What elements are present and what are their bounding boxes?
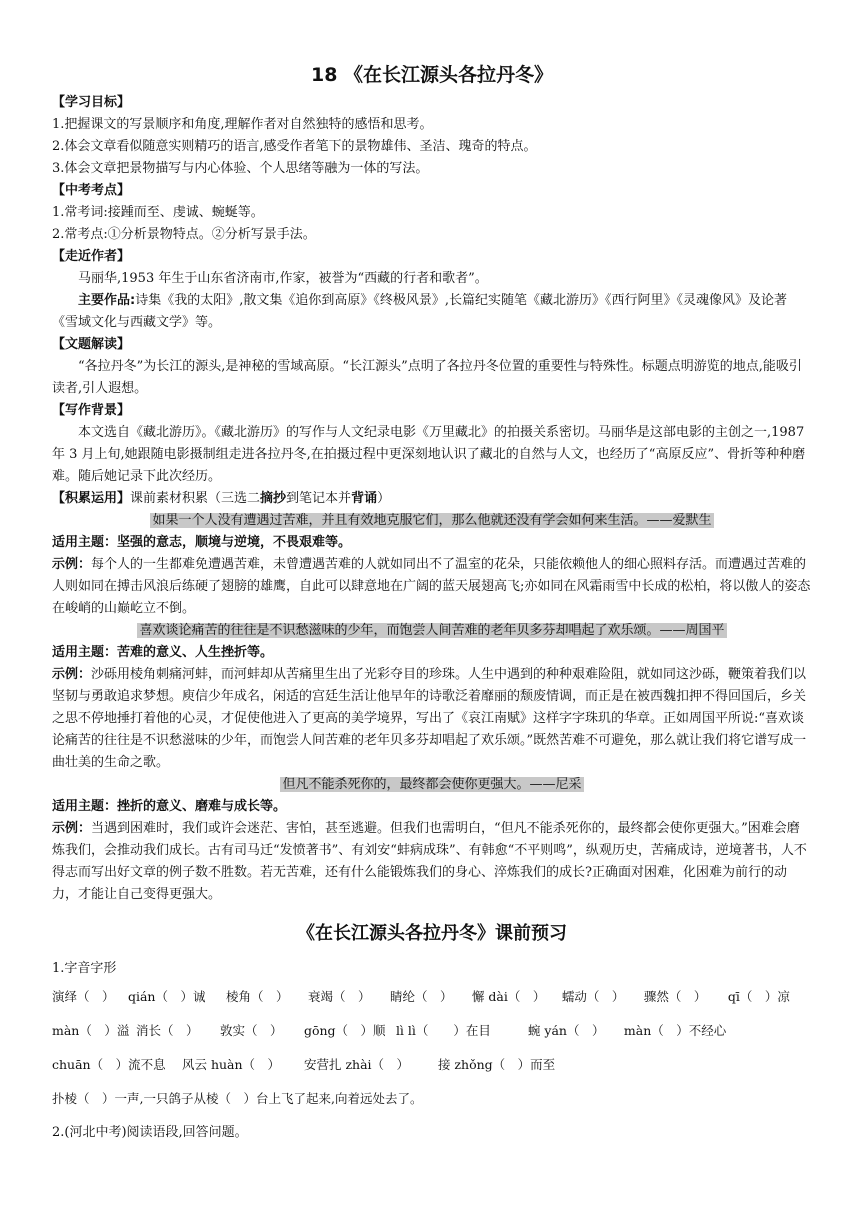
author-bio: 马丽华,1953 年生于山东省济南市,作家，被誉为“西藏的行者和歌者”。 xyxy=(78,271,488,286)
quote-line xyxy=(52,774,812,796)
pinyin-item: chuān（ ）流不息 xyxy=(52,1057,166,1072)
pinyin-item: qián（ ）诚 xyxy=(127,989,206,1004)
document-title: 18 《在长江源头各拉丹冬》 xyxy=(310,64,554,86)
interpret-text: “各拉丹冬”为长江的源头,是神秘的雪域高原。“长江源头”点明了各拉丹冬位置的重要性与特殊性。标题点明游览的地点,能吸引读者,引人遐想。 xyxy=(52,359,802,396)
interpret-header: 【文题解读】 xyxy=(52,337,131,352)
pinyin-item: màn（ ）溢 xyxy=(52,1023,130,1038)
quote-text: 如果一个人没有遭遇过苦难，并且有效地克服它们，那么他就还没有学会如何来生活。——爱默生 xyxy=(152,513,712,528)
pinyin-item: qī（ ）凉 xyxy=(727,989,790,1004)
pinyin-item: 消长（ ） xyxy=(135,1023,199,1038)
exam-item: 2.常考点:①分析景物特点。②分析写景手法。 xyxy=(52,227,316,242)
example-text: 当遇到困难时，我们或许会迷茫、害怕，甚至逃避。但我们也需明白，“但凡不能杀死你的，最终都会使你更强大。”困难会磨炼我们，会推动我们成长。古有司马迁“发愤著书”、有刘安“蚌病成珠”、有韩愈“不平则鸣”，纵观历史，苦痛成诗，逆境著书，人不得志而写出好文章的例子数不胜数。若无苦难，还有什么能锻炼我们的身心、淬炼我们的成长?正确面对困难，化困难为前行的动力，才能让自己变得更强大。 xyxy=(52,821,807,902)
pinyin-item: màn（ ）不经心 xyxy=(623,1023,727,1038)
pinyin-row xyxy=(52,1048,812,1082)
document-page xyxy=(52,58,812,1144)
accumulate-intro-d: 背诵 xyxy=(351,491,378,506)
quote-text: 喜欢谈论痛苦的往往是不识愁滋味的少年，而饱尝人间苦难的老年贝多芬却唱起了欢乐颂。——周国平 xyxy=(139,623,725,638)
theme-line: 适用主题：坚强的意志，顺境与逆境，不畏艰难等。 xyxy=(52,535,352,550)
quote-text: 但凡不能杀死你的，最终都会使你更强大。——尼采 xyxy=(282,777,582,792)
pinyin-row xyxy=(52,980,812,1014)
pinyin-item: 接 zhǒng（ ）而至 xyxy=(437,1057,556,1072)
pinyin-item: 敦实（ ） xyxy=(219,1023,283,1038)
pinyin-row xyxy=(52,1082,812,1116)
question-2-label: 2.(河北中考)阅读语段,回答问题。 xyxy=(52,1125,248,1140)
pinyin-item: gōng（ ）顺 xyxy=(303,1023,386,1038)
goal-item: 3.体会文章把景物描写与内心体验、个人思绪等融为一体的写法。 xyxy=(52,161,429,176)
quote-line xyxy=(52,510,812,532)
pinyin-item: 棱角（ ） xyxy=(225,989,289,1004)
pinyin-item: 演绎（ ） xyxy=(52,989,115,1004)
pinyin-item: 风云 huàn（ ） xyxy=(181,1057,281,1072)
goals-header: 【学习目标】 xyxy=(52,95,131,110)
example-paragraph xyxy=(52,554,812,620)
example-text: 每个人的一生都难免遭遇苦难，未曾遭遇苦难的人就如同出不了温室的花朵，只能依赖他人的细心照料存活。而遭遇过苦难的人则如同在搏击风浪后练硬了翅膀的雄鹰，自此可以肆意地在广阔的蓝天展翅高飞;亦如同在风霜雨雪中长成的松柏，将以傲人的姿态在峻峭的山巅屹立不倒。 xyxy=(52,557,811,616)
background-header: 【写作背景】 xyxy=(52,403,131,418)
author-works xyxy=(52,290,812,334)
accumulate-intro-b: 摘抄 xyxy=(260,491,287,506)
pinyin-item: 骤然（ ） xyxy=(643,989,707,1004)
pinyin-item: 蠕动（ ） xyxy=(561,989,625,1004)
example-label: 示例： xyxy=(52,667,92,682)
pinyin-row xyxy=(52,1014,812,1048)
pinyin-item: 安营扎 zhài（ ） xyxy=(303,1057,410,1072)
question-1-label: 1.字音字形 xyxy=(52,961,117,976)
theme-line: 适用主题：苦难的意义、人生挫折等。 xyxy=(52,645,274,660)
pinyin-item: 睛纶（ ） xyxy=(389,989,453,1004)
pinyin-item: 衰竭（ ） xyxy=(307,989,371,1004)
example-label: 示例： xyxy=(52,821,92,836)
accumulate-intro-a: 课前素材积累（三选二 xyxy=(130,491,261,506)
goal-item: 1.把握课文的写景顺序和角度,理解作者对自然独特的感悟和思考。 xyxy=(52,117,433,132)
accumulate-intro-e: ） xyxy=(377,491,391,506)
accumulate-header: 【积累运用】 xyxy=(52,491,131,506)
example-paragraph xyxy=(52,818,812,906)
author-header: 【走近作者】 xyxy=(52,249,131,264)
exam-header: 【中考考点】 xyxy=(52,183,131,198)
example-text: 沙砾用棱角刺痛河蚌，而河蚌却从苦痛里生出了光彩夺目的珍珠。人生中遇到的种种艰难险阻，就如同这沙砾，鞭策着我们以坚韧与勇敢追求梦想。庾信少年成名，闲适的宫廷生活让他早年的诗歌泛着靡丽的颓废情调，而正是在被西魏扣押不得回国后，乡关之思不停地捶打着他的心灵，才促使他进入了更高的美学境界，写出了《哀江南赋》这样字字珠玑的华章。正如周国平所说:“喜欢谈论痛苦的往往是不识愁滋味的少年，而饱尝人间苦难的老年贝多芬却唱起了欢乐颂。”既然苦难不可避免，那么就让我们将它谱写成一曲壮美的生命之歌。 xyxy=(52,667,807,770)
background-text: 本文选自《藏北游历》。《藏北游历》的写作与人文纪录电影《万里藏北》的拍摄关系密切。马丽华是这部电影的主创之一,1987 年 3 月上旬,她跟随电影摄制组走进各拉丹冬,在拍摄过程中更深刻地认识了藏北的自然与人文，也经历了“高原反应”、骨折等种种磨难。随后她记录下此次经历。 xyxy=(52,425,806,484)
pinyin-item: 蜿 yán（ ） xyxy=(527,1023,605,1038)
example-paragraph xyxy=(52,664,812,774)
quote-line xyxy=(52,620,812,642)
preview-title: 《在长江源头各拉丹冬》课前预习 xyxy=(297,923,567,944)
works-label: 主要作品: xyxy=(78,293,136,308)
goal-item: 2.体会文章看似随意实则精巧的语言,感受作者笔下的景物雄伟、圣洁、瑰奇的特点。 xyxy=(52,139,537,154)
pinyin-item: 懈 dài（ ） xyxy=(471,989,546,1004)
accumulate-line xyxy=(52,488,812,510)
pinyin-sentence: 扑棱（ ）一声,一只鸽子从棱（ ）台上飞了起来,向着远处去了。 xyxy=(52,1091,423,1106)
theme-line: 适用主题：挫折的意义、磨难与成长等。 xyxy=(52,799,287,814)
accumulate-intro-c: 到笔记本并 xyxy=(286,491,352,506)
exam-item: 1.常考词:接踵而至、虔诚、蜿蜒等。 xyxy=(52,205,264,220)
pinyin-item: lì lì（ ）在目 xyxy=(395,1023,491,1038)
example-label: 示例： xyxy=(52,557,92,572)
works-text: 诗集《我的太阳》,散文集《追你到高原》《终极风景》,长篇纪实随笔《藏北游历》《西行阿里》《灵魂像风》及论著《雪域文化与西藏文学》等。 xyxy=(52,293,787,330)
